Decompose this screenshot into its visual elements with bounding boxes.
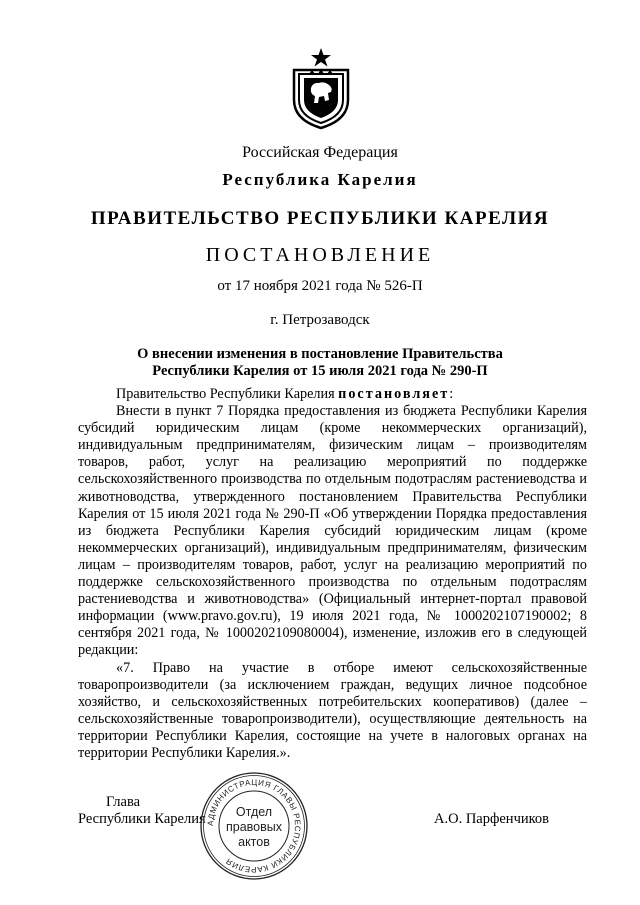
date-and-number: от 17 ноября 2021 года № 526-П bbox=[217, 278, 423, 294]
signatory-title-line-2: Республики Карелия bbox=[78, 811, 206, 827]
document-body bbox=[78, 386, 587, 762]
coat-of-arms-icon bbox=[291, 48, 351, 130]
city: г. Петрозаводск bbox=[270, 312, 370, 328]
document-subject bbox=[0, 346, 640, 380]
stamp-line-1: Отдел bbox=[235, 805, 273, 819]
intro-suffix: : bbox=[449, 386, 454, 402]
subject-line-2: Республики Карелия от 15 июля 2021 года № 290-П bbox=[152, 363, 488, 379]
signatory-title-line-1: Глава bbox=[106, 794, 141, 810]
signatory-name: А.О. Парфенчиков bbox=[434, 811, 550, 827]
official-stamp bbox=[198, 770, 310, 882]
stamp-line-3: актов bbox=[238, 835, 270, 849]
document-type: ПОСТАНОВЛЕНИЕ bbox=[205, 244, 435, 266]
republic-name: Республика Карелия bbox=[222, 170, 418, 189]
intro-prefix: Правительство Республики Карелия bbox=[116, 386, 339, 402]
paragraph-2: «7. Право на участие в отборе имеют сельскохозяйственные товаропроизводители (за исключением граждан, ведущих личное подсобное хозяйство, и сельскохозяйственных потребительских кооперативов) (далее – сельскохозяйственные товаропроизводители), осуществляющие деятельность на территории Республики Карелия, состоящие на учете в налоговых органах на территории Республики Карелия.». bbox=[78, 659, 587, 761]
signatory-title bbox=[78, 794, 206, 828]
intro-paragraph bbox=[78, 386, 587, 403]
stamp-ring-text: АДМИНИСТРАЦИЯ ГЛАВЫ РЕСПУБЛИКИ КАРЕЛИЯ bbox=[205, 777, 303, 875]
subject-line-1: О внесении изменения в постановление Правительства bbox=[137, 346, 503, 362]
country-name: Российская Федерация bbox=[242, 144, 398, 161]
government-title: ПРАВИТЕЛЬСТВО РЕСПУБЛИКИ КАРЕЛИЯ bbox=[90, 208, 550, 229]
stamp-line-2: правовых bbox=[226, 820, 282, 834]
paragraph-1: Внести в пункт 7 Порядка предоставления из бюджета Республики Карелия субсидий юридическим лицам (кроме некоммерческих организаций), индивидуальным предпринимателям, физическим лицам – производителям товаров, работ, услуг на реализацию мероприятий по поддержке сельскохозяйственного производства по отдельным подотраслям растениеводства и животноводства, утвержденного постановлением Правительства Республики Карелия от 15 июля 2021 года № 290-П «Об утверждении Порядка предоставления из бюджета Республики Карелия субсидий юридическим лицам (кроме некоммерческих организаций), индивидуальным предпринимателям, физическим лицам – производителям товаров, работ, услуг на реализацию мероприятий по поддержке сельскохозяйственного производства по отдельным подотраслям растениеводства и животноводства» (Официальный интернет-портал правовой информации (www.pravo.gov.ru), 19 июля 2021 года, № 1000202107190002; 8 сентября 2021 года, № 1000202109080004), изменение, изложив его в следующей редакции: bbox=[78, 403, 587, 659]
intro-spaced-word: постановляет bbox=[338, 386, 450, 402]
